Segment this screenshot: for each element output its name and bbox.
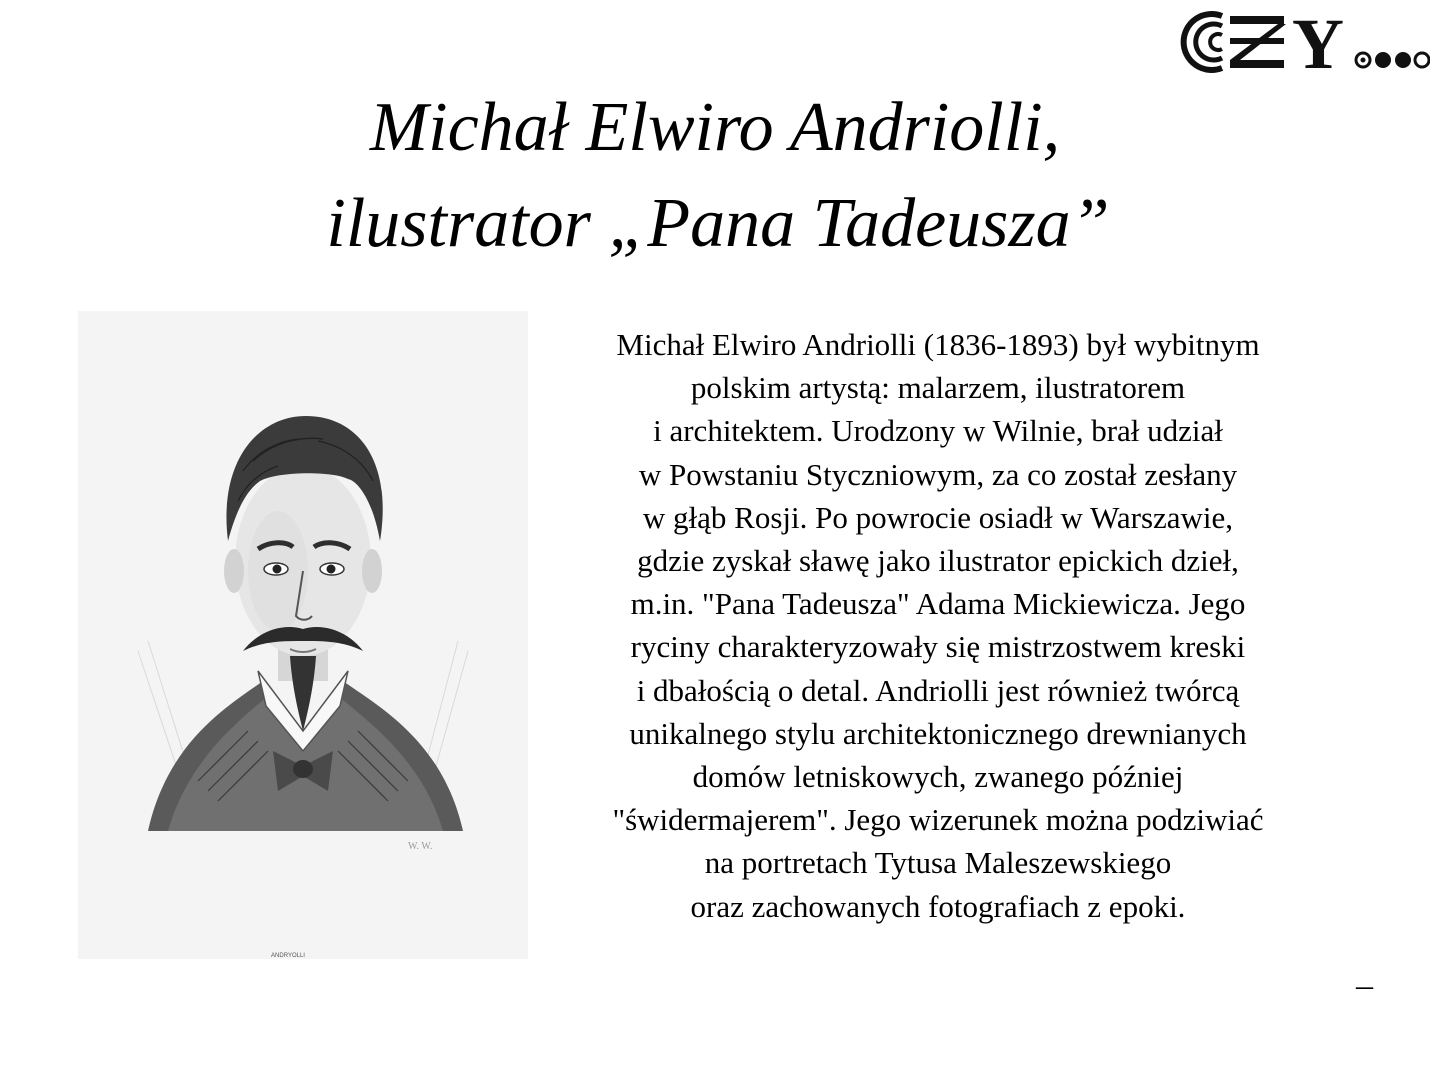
bio-line: w Powstaniu Styczniowym, za co został zesłany <box>638 456 1238 492</box>
bio-line: i architektem. Urodzony w Wilnie, brał udział <box>653 413 1223 449</box>
svg-text:Y: Y <box>1292 8 1344 74</box>
bio-line: ryciny charakteryzowały się mistrzostwem kreski <box>630 629 1246 665</box>
svg-text:ANDRYOLLI: ANDRYOLLI <box>271 953 305 959</box>
page-title <box>0 80 1436 272</box>
bio-line: polskim artystą: malarzem, ilustratorem <box>690 370 1186 406</box>
bio-line: na portretach Tytusa Maleszewskiego <box>704 845 1172 881</box>
bio-line: "świdermajerem". Jego wizerunek można podziwiać <box>612 802 1264 838</box>
svg-text:W. W.: W. W. <box>408 841 433 852</box>
bio-line: gdzie zyskał sławę jako ilustrator epickich dzieł, <box>637 543 1239 579</box>
biography-text <box>540 323 1336 928</box>
ezy-logo-icon <box>1160 8 1430 74</box>
bio-line: domów letniskowych, zwanego później <box>692 759 1184 795</box>
portrait-engraving-icon <box>78 311 528 959</box>
bio-line: oraz zachowanych fotografiach z epoki. <box>690 888 1186 924</box>
ezy-logo <box>1160 8 1430 74</box>
bio-line: Michał Elwiro Andriolli (1836-1893) był wybitnym <box>616 327 1260 362</box>
bio-line: unikalnego stylu architektonicznego drewnianych <box>629 715 1247 751</box>
title-line-1: Michał Elwiro Andriolli, <box>369 89 1061 166</box>
bio-line: i dbałością o detal. Andriolli jest również twórcą <box>636 672 1240 708</box>
portrait-image <box>78 311 528 959</box>
bio-line: w głąb Rosji. Po powrocie osiadł w Warszawie, <box>642 499 1234 535</box>
bio-line: m.in. "Pana Tadeusza" Adama Mickiewicza. Jego <box>630 586 1246 622</box>
title-line-2: ilustrator „Pana Tadeusza” <box>326 185 1110 262</box>
footer-dash: – <box>1356 967 1373 1004</box>
